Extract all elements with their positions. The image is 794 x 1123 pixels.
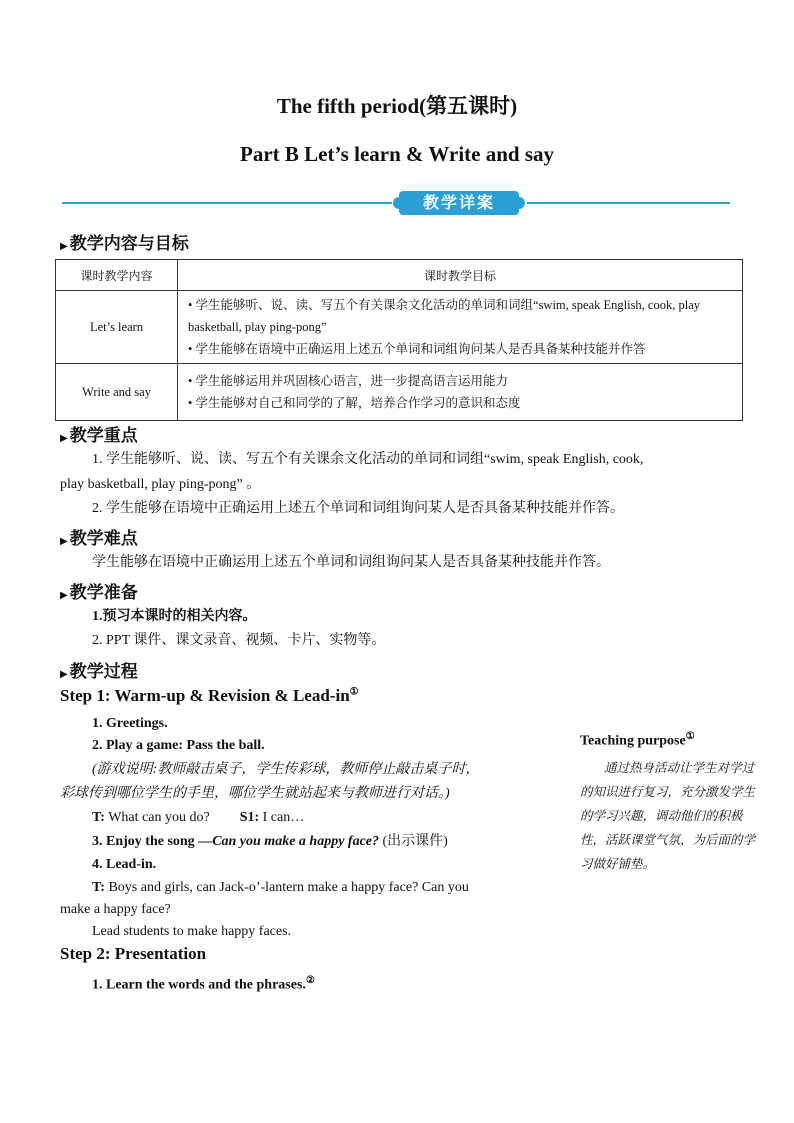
section-heading-difficulties: ▶ 教学难点 (60, 529, 138, 549)
prep-item-2: 2. PPT 课件、课文录音、视频、卡片、实物等。 (92, 633, 386, 648)
banner-label: 教学详案 (422, 193, 495, 212)
key-point-2: 2. 学生能够在语境中正确运用上述五个单词和词组询问某人是否具备某种技能并作答。 (92, 501, 624, 516)
step1-leadin: 4. Lead-in. (92, 857, 157, 872)
key-point-1: 1. 学生能够听、说、读、写五个有关课余文化活动的单词和词组“swim, speak English, cook, (92, 452, 644, 467)
step1-game-note: (游戏说明:教师敲击桌子，学生传彩球，教师停止敲击桌子时， (92, 762, 480, 777)
difficulty-text: 学生能够在语境中正确运用上述五个单词和词组询问某人是否具备某种技能并作答。 (92, 555, 610, 570)
step1-leadin-instruction: Lead students to make happy faces. (92, 924, 292, 939)
goal-item: • 学生能够运用并巩固核心语言，进一步提高语言运用能力 (188, 374, 509, 388)
teaching-purpose-body: 通过热身活动让学生对学过的知识进行复习，充分激发学生的学习兴趣，调动他们的积极性，活跃课堂气氛，为后面的学习做好铺垫。 (580, 761, 756, 871)
goal-item: • 学生能够听、说、读、写五个有关课余文化活动的单词和词组“swim, speak English, cook, play basketball, play ping-pong” (188, 298, 701, 334)
table-header-row (56, 260, 743, 291)
banner-pill (389, 191, 529, 215)
triangle-icon: ▶ (60, 590, 68, 601)
page-title: The fifth period(第五课时) (276, 94, 518, 118)
section-banner (62, 189, 730, 217)
step1-game-note-cont: 彩球传到哪位学生的手里，哪位学生就站起来与教师进行对话。) (60, 786, 450, 801)
table-cell-goals (178, 291, 743, 364)
step1-leadin-dialog-cont: make a happy face? (60, 902, 171, 917)
step1-title: Step 1: Warm-up & Revision & Lead-in① (60, 686, 359, 705)
table-cell-content: Write and say (56, 364, 178, 421)
step1-game: 2. Play a game: Pass the ball. (92, 738, 265, 753)
goal-item: • 学生能够在语境中正确运用上述五个单词和词组询问某人是否具备某种技能并作答 (188, 342, 646, 356)
footnote-marker: ② (305, 975, 315, 986)
table-cell-goals (178, 364, 743, 421)
key-point-1-cont: play basketball, play ping-pong” 。 (60, 477, 261, 492)
section-heading-key-points: ▶ 教学重点 (60, 426, 138, 446)
step1-song: 3. Enjoy the song —Can you make a happy face? (出示课件) (92, 834, 448, 849)
section-heading-preparation: ▶ 教学准备 (60, 583, 138, 603)
section-heading-process: ▶ 教学过程 (60, 662, 138, 682)
footnote-marker: ① (349, 686, 359, 698)
page-subtitle: Part B Let’s learn & Write and say (240, 142, 554, 166)
step1-greetings: 1. Greetings. (92, 716, 168, 731)
step2-item-1: 1. Learn the words and the phrases.② (92, 975, 315, 993)
teaching-purpose-title: Teaching purpose① (580, 731, 695, 749)
footnote-marker: ① (685, 731, 695, 742)
section-heading-content-goals: ▶ 教学内容与目标 (60, 234, 189, 254)
triangle-icon: ▶ (60, 433, 68, 444)
step2-title: Step 2: Presentation (60, 944, 207, 963)
triangle-icon: ▶ (60, 536, 68, 547)
triangle-icon: ▶ (60, 241, 68, 252)
triangle-icon: ▶ (60, 669, 68, 680)
step1-dialog: T: What can you do? S1: I can… (92, 810, 305, 825)
table-header-cell: 课时教学目标 (178, 260, 743, 291)
objectives-table (55, 259, 743, 421)
goal-item: • 学生能够对自己和同学的了解，培养合作学习的意识和态度 (188, 396, 521, 410)
table-header-cell: 课时教学内容 (56, 260, 178, 291)
table-cell-content: Let’s learn (56, 291, 178, 364)
banner-rule-right (527, 202, 730, 204)
table-row (56, 364, 743, 421)
table-row (56, 291, 743, 364)
prep-item-1: 1.预习本课时的相关内容。 (92, 609, 257, 624)
step1-leadin-dialog: T: Boys and girls, can Jack-o’-lantern make a happy face? Can you (92, 880, 469, 895)
banner-rule-left (62, 202, 392, 204)
